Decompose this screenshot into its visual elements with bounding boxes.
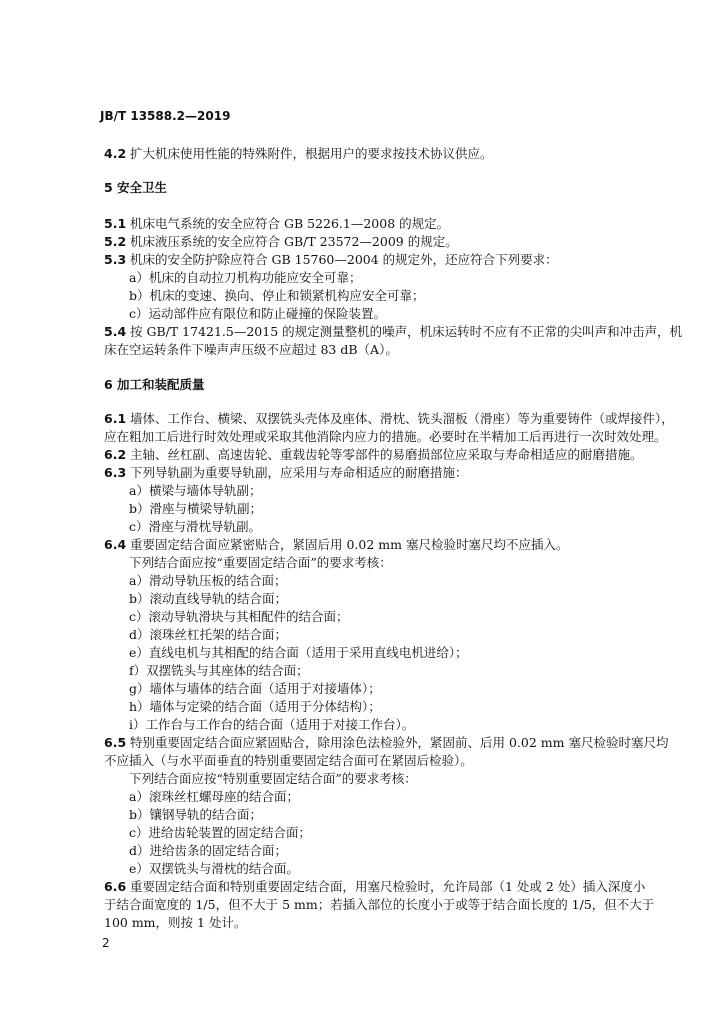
clause-text: 重要固定结合面和特别重要固定结合面，用塞尺检验时，允许局部（1 处或 2 处）插入深度小 (130, 879, 646, 894)
clause-text: 墙体、工作台、横梁、双摆铣头壳体及座体、滑枕、铣头溜板（滑座）等为重要铸件（或焊接件）， (130, 411, 674, 426)
clause-number: 6.5 (104, 735, 127, 750)
clause-text: 主轴、丝杠副、高速齿轮、重载齿轮等零部件的易磨损部位应采取与寿命相适应的耐磨措施。 (130, 447, 643, 462)
clause-text: 机床电气系统的安全应符合 GB 5226.1—2008 的规定。 (130, 216, 450, 231)
section-6-title: 6 加工和装配质量 (104, 377, 205, 392)
clause-text: 机床的安全防护除应符合 GB 15760—2004 的规定外，还应符合下列要求： (130, 252, 558, 267)
clause-text: 特别重要固定结合面应紧固贴合，除用涂色法检验外，紧固前、后用 0.02 mm 塞尺检验时塞尺均 (130, 735, 669, 750)
clause-number: 6.6 (104, 879, 127, 894)
clause-number: 6.1 (104, 411, 127, 426)
page-number: 2 (102, 936, 110, 950)
clause-text: 重要固定结合面应紧密贴合，紧固后用 0.02 mm 塞尺检验时塞尺均不应插入。 (130, 537, 569, 552)
clause-number: 5.3 (104, 252, 127, 267)
clause-number: 6.4 (104, 537, 127, 552)
clause-text: 下列导轨副为重要导轨副，应采用与寿命相适应的耐磨措施： (130, 465, 468, 480)
clause-number: 4.2 (104, 146, 127, 161)
clause-text: 机床液压系统的安全应符合 GB/T 23572—2009 的规定。 (130, 234, 458, 249)
standard-number-header: JB/T 13588.2—2019 (100, 109, 231, 123)
clause-number: 6.3 (104, 465, 127, 480)
document-page: JB/T 13588.2—2019 4.2 扩大机床使用性能的特殊附件，根据用户的要求按技术协议供应。 5 安全卫生 5.1 机床电气系统的安全应符合 GB 5226.1—2008 的规定。 5.2 机床液压系统的安全应符合 GB/T 23572—2009 的规定。 5.3 机床的安全防护除应符合 GB 15760—2004 的规定外，还应符合下列要求： a）机床的自动拉刀机构功能应安全可靠； b）机床的变速、换向、停止和锁紧机构应安全可靠； c）运动部件应有限位和防止碰撞的保险装置。 5.4 按 GB/T 17421.5—2015 的规定测量整机的噪声，机床运转时不应有不正常的尖叫声和冲击声，机 床在空运转条件下噪声声压级不应超过 83 dB（A）。 6 加工和装配质量 6.1 墙体、工作台、横梁、双摆铣头壳体及座体、滑枕、铣头溜板（滑座）等为重要铸件（或焊接件）， 应在粗加工后进行时效处理或采取其他消除内应力的措施。必要时在半精加工后再进行一次时效处理。 6.2 主轴、丝杠副、高速齿轮、重载齿轮等零部件的易磨损部位应采取与寿命相适应的耐磨措施。 6.3 下列导轨副为重要导轨副，应采用与寿命相适应的耐磨措施： a）横梁与墙体导轨副； b）滑座与横梁导轨副； c）滑座与滑枕导轨副。 6.4 重要固定结合面应紧密贴合，紧固后用 0.02 mm 塞尺检验时塞尺均不应插入。 下列结合面应按“重要固定结合面”的要求考核： a）滑动导轨压板的结合面； b）滚动直线导轨的结合面； c）滚动导轨滑块与其相配件的结合面； d）滚珠丝杠托架的结合面； e）直线电机与其相配的结合面（适用于采用直线电机进给）； f）双摆铣头与其座体的结合面； g）墙体与墙体的结合面（适用于对接墙体）； h）墙体与定梁的结合面（适用于分体结构）； i）工作台与工作台的结合面（适用于对接工作台）。 6.5 特别重要固定结合面应紧固贴合，除用涂色法检验外，紧固前、后用 0.02 mm 塞尺检验时塞尺均 不应插入（与水平面垂直的特别重要固定结合面可在紧固后检验）。 下列结合面应按“特别重要固定结合面”的要求考核： a）滚珠丝杠螺母座的结合面； b）镶钢导轨的结合面； c）进给齿轮装置的固定结合面； d）进给齿条的固定结合面； e）双摆铣头与滑枕的结合面。 6.6 重要固定结合面和特别重要固定结合面，用塞尺检验时，允许局部（1 处或 2 处）插入深度小 于结合面宽度的 1/5，但不大于 5 mm；若插入部位的长度小于或等于结合面长度的 1/5，但不大于 100 mm，则按 1 处计。 2 (100, 109, 683, 950)
clause-number: 5.1 (104, 216, 127, 231)
clause-text: 扩大机床使用性能的特殊附件，根据用户的要求按技术协议供应。 (130, 146, 493, 161)
clause-number: 5.2 (104, 234, 127, 249)
clause-number: 5.4 (104, 324, 127, 339)
clause-number: 6.2 (104, 447, 127, 462)
clause-text: 按 GB/T 17421.5—2015 的规定测量整机的噪声，机床运转时不应有不正常的尖叫声和冲击声，机 (130, 324, 683, 339)
section-5-title: 5 安全卫生 (104, 180, 168, 195)
